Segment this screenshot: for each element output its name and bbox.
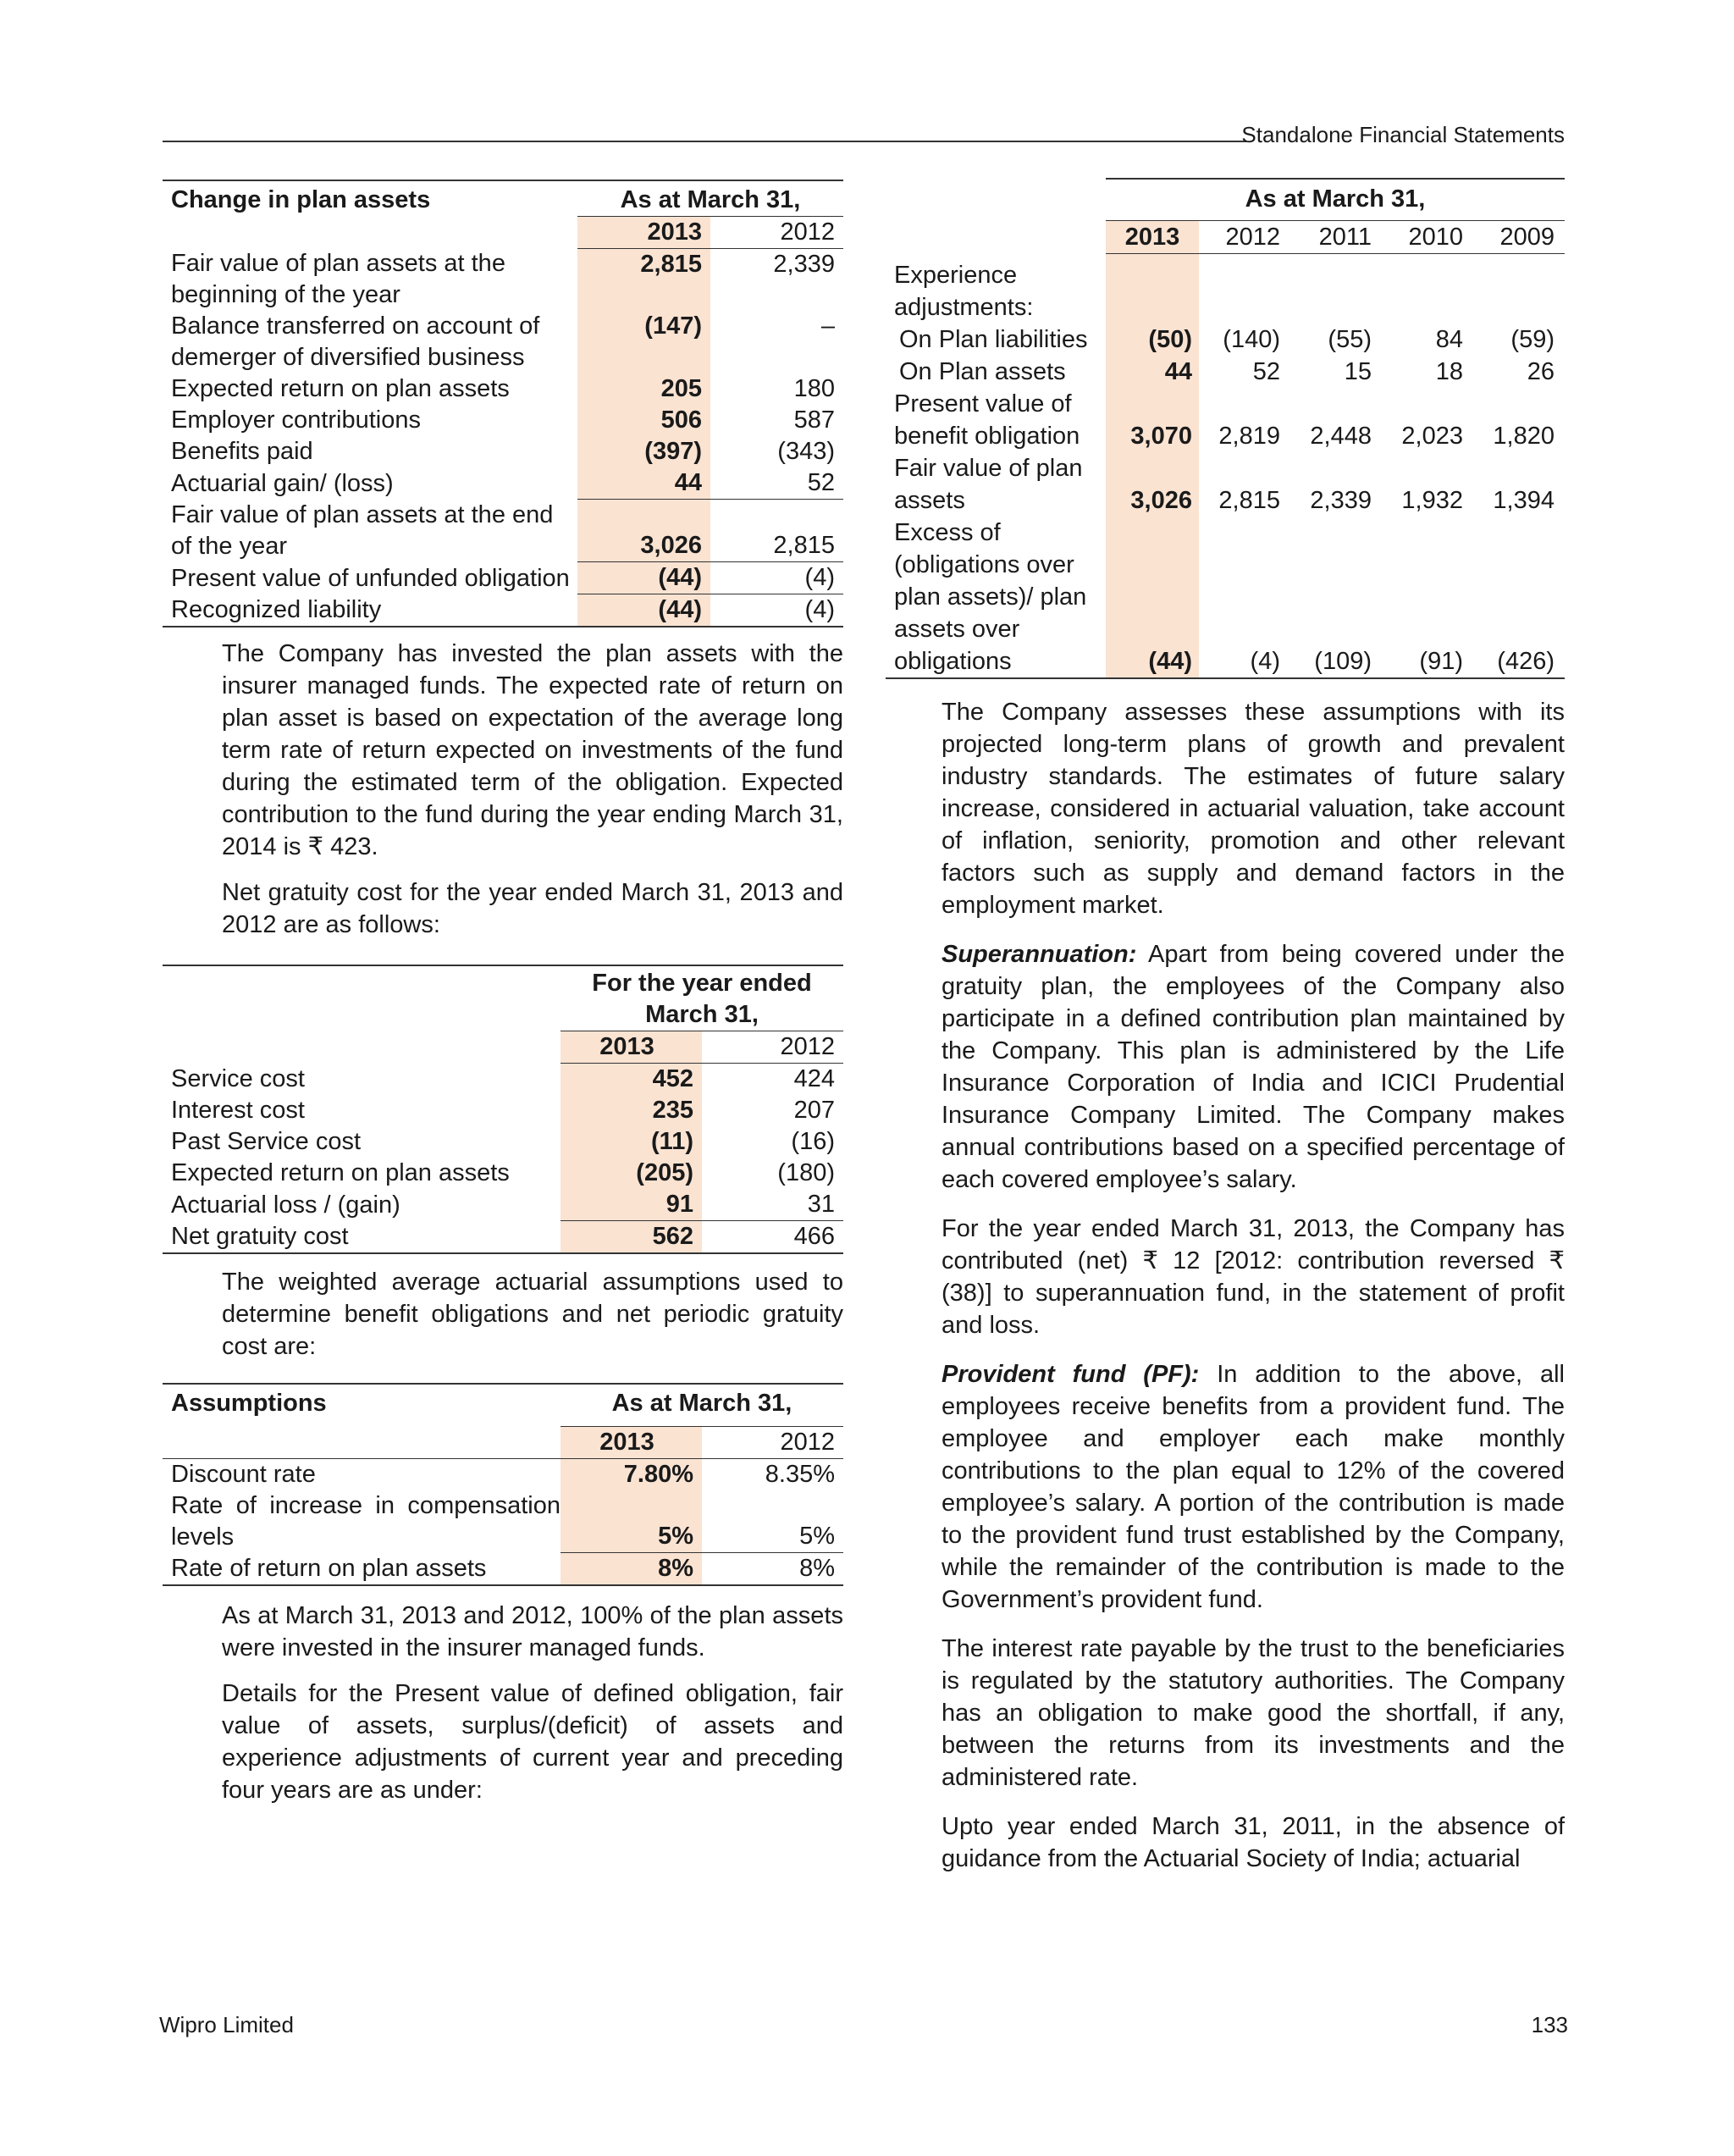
superannuation-paragraph — [942, 938, 1565, 1196]
left-column — [163, 180, 843, 1806]
value: 2,819 — [1218, 422, 1280, 450]
row-label: Interest cost — [171, 1097, 305, 1124]
paragraph: The Company has invested the plan assets with the insurer managed funds. The expected rate of return on plan asset is based on expectation of the average long term rate of return expected on investments of the fund during the estimated term of the obligation. Expected contribution to the fund during the year ending March 31, 2014 is ₹ 423. — [222, 640, 843, 860]
row-label: Employer contributions — [171, 406, 421, 434]
value: (426) — [1497, 647, 1555, 675]
value-2013: 5% — [561, 1490, 702, 1553]
table-row — [163, 467, 843, 500]
value-2013: 2,815 — [577, 248, 710, 311]
value-2013: 235 — [561, 1095, 702, 1126]
row-label: Past Service cost — [171, 1128, 362, 1155]
table-row — [886, 452, 1565, 517]
value-2012: (16) — [791, 1128, 835, 1155]
year-header: 2013 — [561, 1426, 702, 1458]
value-2012: (343) — [777, 438, 835, 465]
row-label: Fair value of plan assets at the end of the year — [171, 500, 554, 560]
value-2013: (44) — [1106, 517, 1199, 678]
table-row — [163, 405, 843, 436]
value-2013: (50) — [1106, 323, 1199, 356]
value-2013: 44 — [577, 467, 710, 500]
year-header: 2009 — [1473, 221, 1565, 254]
table-row — [163, 1553, 843, 1586]
value-2013: 91 — [561, 1189, 702, 1221]
value-2013: 562 — [561, 1221, 702, 1254]
year-header: 2010 — [1382, 221, 1473, 254]
value: 15 — [1344, 357, 1372, 385]
value: (55) — [1328, 325, 1372, 353]
pf-heading: Provident fund (PF): — [942, 1360, 1200, 1388]
value: 2,023 — [1401, 422, 1463, 450]
value-2013: (397) — [577, 436, 710, 467]
table-row — [886, 323, 1565, 356]
value-2012: 466 — [793, 1223, 835, 1250]
value-2013: (205) — [561, 1158, 702, 1189]
row-label: Fair value of plan assets — [894, 454, 1083, 514]
plan-assets-table — [163, 180, 843, 627]
row-label: Actuarial gain/ (loss) — [171, 469, 394, 497]
row-label: On Plan liabilities — [899, 325, 1088, 353]
row-label: Rate of increase in compensation levels — [171, 1491, 561, 1551]
experience-table — [886, 178, 1565, 679]
row-label: Recognized liability — [171, 596, 382, 623]
value: 52 — [1252, 357, 1280, 385]
value-2012: (4) — [804, 596, 835, 623]
value: (4) — [1250, 647, 1280, 675]
table-row — [163, 1158, 843, 1189]
value-2013: 3,070 — [1106, 388, 1199, 452]
superannuation-text: Apart from being covered under the gratuity plan, the employees of the Company also participate in a defined contribution plan maintained by the Company. This plan is administered by the Life Insurance Corporation of India and ICICI Prudential Insurance Company Limited. The Company makes annual contributions based on a specified percentage of each covered employee’s salary. — [942, 940, 1565, 1193]
year-header: 2012 — [1199, 221, 1290, 254]
plan-assets-period-header: As at March 31, — [620, 185, 801, 213]
section-title: Standalone Financial Statements — [1241, 122, 1565, 147]
paragraph: The weighted average actuarial assumptions used to determine benefit obligations and net periodic gratuity cost are: — [222, 1269, 843, 1360]
table-row — [886, 388, 1565, 452]
value-2013: 3,026 — [577, 500, 710, 562]
paragraph: Upto year ended March 31, 2011, in the absence of guidance from the Actuarial Society of India; actuarial — [942, 1812, 1565, 1872]
paragraph: Net gratuity cost for the year ended March 31, 2013 and 2012 are as follows: — [222, 879, 843, 938]
value: 1,932 — [1401, 486, 1463, 514]
table-row — [163, 1458, 843, 1490]
value: 2,815 — [1218, 486, 1280, 514]
value-2012: (4) — [710, 562, 843, 594]
value-2012: 52 — [710, 467, 843, 500]
gratuity-period-header: For the year ended March 31, — [592, 970, 812, 1028]
page-number: 133 — [1531, 2012, 1568, 2037]
year-header: 2013 — [577, 216, 710, 248]
table-row — [163, 311, 843, 373]
value-2013: (11) — [561, 1126, 702, 1158]
row-label: Actuarial loss / (gain) — [171, 1191, 400, 1219]
table-row — [163, 1490, 843, 1553]
experience-period-header: As at March 31, — [1106, 179, 1565, 221]
table-row — [163, 373, 843, 405]
superannuation-heading: Superannuation: — [942, 940, 1137, 968]
row-label: Benefits paid — [171, 438, 313, 465]
value-2012: 2,815 — [710, 500, 843, 562]
year-header: 2012 — [710, 216, 843, 248]
year-header: 2012 — [702, 1426, 843, 1458]
row-label: Service cost — [171, 1065, 305, 1092]
value-2012: 424 — [793, 1065, 835, 1092]
table-row — [886, 517, 1565, 678]
table-row — [163, 1189, 843, 1221]
table-row — [163, 594, 843, 627]
value-2013: 3,026 — [1106, 452, 1199, 517]
row-label: Expected return on plan assets — [171, 375, 510, 402]
table-row — [163, 500, 843, 562]
value-2012: 31 — [702, 1189, 843, 1221]
section-label: Experience adjustments: — [894, 261, 1034, 321]
year-header: 2012 — [702, 1031, 843, 1064]
row-label: Present value of benefit obligation — [894, 390, 1080, 450]
value-2012: 587 — [793, 406, 835, 434]
table-row — [163, 1095, 843, 1126]
row-label: Present value of unfunded obligation — [171, 564, 570, 592]
pf-text: In addition to the above, all employees receive benefits from a provident fund. The employee and employer each make monthly contributions to the plan equal to 12% of the covered employee’s salary. A portion of the contribution is made to the provident fund trust established by the Company, while the remainder of the contribution is made to the Government’s provident fund. — [942, 1360, 1565, 1613]
footer-company: Wipro Limited — [159, 2012, 294, 2037]
value: 18 — [1435, 357, 1463, 385]
header-rule — [163, 141, 1246, 142]
value-2012: 8.35% — [765, 1460, 835, 1488]
year-header: 2011 — [1290, 221, 1382, 254]
table-row — [163, 248, 843, 311]
value-2012: 180 — [793, 375, 835, 402]
table-row — [163, 562, 843, 594]
row-label: On Plan assets — [899, 357, 1066, 385]
paragraph: Details for the Present value of defined obligation, fair value of assets, surplus/(deficit) of assets and experience adjustments of current year and preceding four years are as under: — [222, 1680, 843, 1804]
assumptions-table — [163, 1383, 843, 1586]
row-label: Discount rate — [171, 1460, 316, 1488]
right-column — [886, 178, 1565, 1892]
paragraph: The Company assesses these assumptions with its projected long-term plans of growth and prevalent industry standards. The estimates of future salary increase, considered in actuarial valuation, take account of inflation, seniority, promotion and other relevant factors such as supply and demand factors in the employment market. — [942, 698, 1565, 919]
year-header: 2013 — [561, 1031, 702, 1064]
value-2012: 8% — [799, 1555, 835, 1582]
assumptions-period-header: As at March 31, — [611, 1389, 792, 1417]
value: 26 — [1527, 357, 1555, 385]
value: (59) — [1510, 325, 1555, 353]
value-2013: (44) — [577, 562, 710, 594]
row-label: Rate of return on plan assets — [171, 1555, 487, 1582]
value: 2,339 — [1310, 486, 1372, 514]
value-2013: (44) — [577, 594, 710, 627]
value-2012: 5% — [702, 1490, 843, 1553]
year-header: 2013 — [1106, 221, 1199, 254]
row-label: Balance transferred on account of demerger of diversified business — [171, 312, 540, 371]
value-2013: 8% — [561, 1553, 702, 1586]
value-2012: 207 — [793, 1097, 835, 1124]
gratuity-cost-table — [163, 965, 843, 1254]
assumptions-title: Assumptions — [171, 1390, 327, 1417]
paragraph: The interest rate payable by the trust to the beneficiaries is regulated by the statutory authorities. The Company has an obligation to make good the shortfall, if any, between the returns from its investments and the administered rate. — [942, 1634, 1565, 1791]
value-2013: 205 — [577, 373, 710, 405]
value: (140) — [1223, 325, 1280, 353]
table-row — [886, 356, 1565, 388]
paragraph: For the year ended March 31, 2013, the Company has contributed (net) ₹ 12 [2012: contribution reversed ₹ (38)] to superannuation fund, in the statement of profit and loss. — [942, 1214, 1565, 1339]
value: (91) — [1419, 647, 1463, 675]
pf-paragraph — [942, 1358, 1565, 1616]
value-2013: 452 — [561, 1064, 702, 1096]
value: 1,820 — [1493, 422, 1555, 450]
row-label: Expected return on plan assets — [171, 1159, 510, 1186]
value-2013: 7.80% — [561, 1458, 702, 1490]
value-2012: – — [820, 312, 835, 340]
row-label: Net gratuity cost — [171, 1223, 349, 1250]
table-row — [163, 1126, 843, 1158]
table-row — [163, 1064, 843, 1096]
row-label: Excess of (obligations over plan assets)/ plan assets over obligations — [894, 518, 1087, 675]
value: (109) — [1314, 647, 1372, 675]
value: 84 — [1435, 325, 1463, 353]
plan-assets-title: Change in plan assets — [171, 186, 431, 213]
value-2012: (180) — [777, 1159, 835, 1186]
row-label: Fair value of plan assets at the beginning of the year — [171, 250, 505, 308]
value-2012: 2,339 — [773, 250, 835, 278]
table-row — [163, 436, 843, 467]
paragraph: As at March 31, 2013 and 2012, 100% of the plan assets were invested in the insurer managed funds. — [222, 1602, 843, 1661]
value-2013: 44 — [1106, 356, 1199, 388]
value: 2,448 — [1310, 422, 1372, 450]
value-2013: (147) — [577, 311, 710, 373]
value: 1,394 — [1493, 486, 1555, 514]
table-row — [163, 1221, 843, 1254]
value-2013: 506 — [577, 405, 710, 436]
